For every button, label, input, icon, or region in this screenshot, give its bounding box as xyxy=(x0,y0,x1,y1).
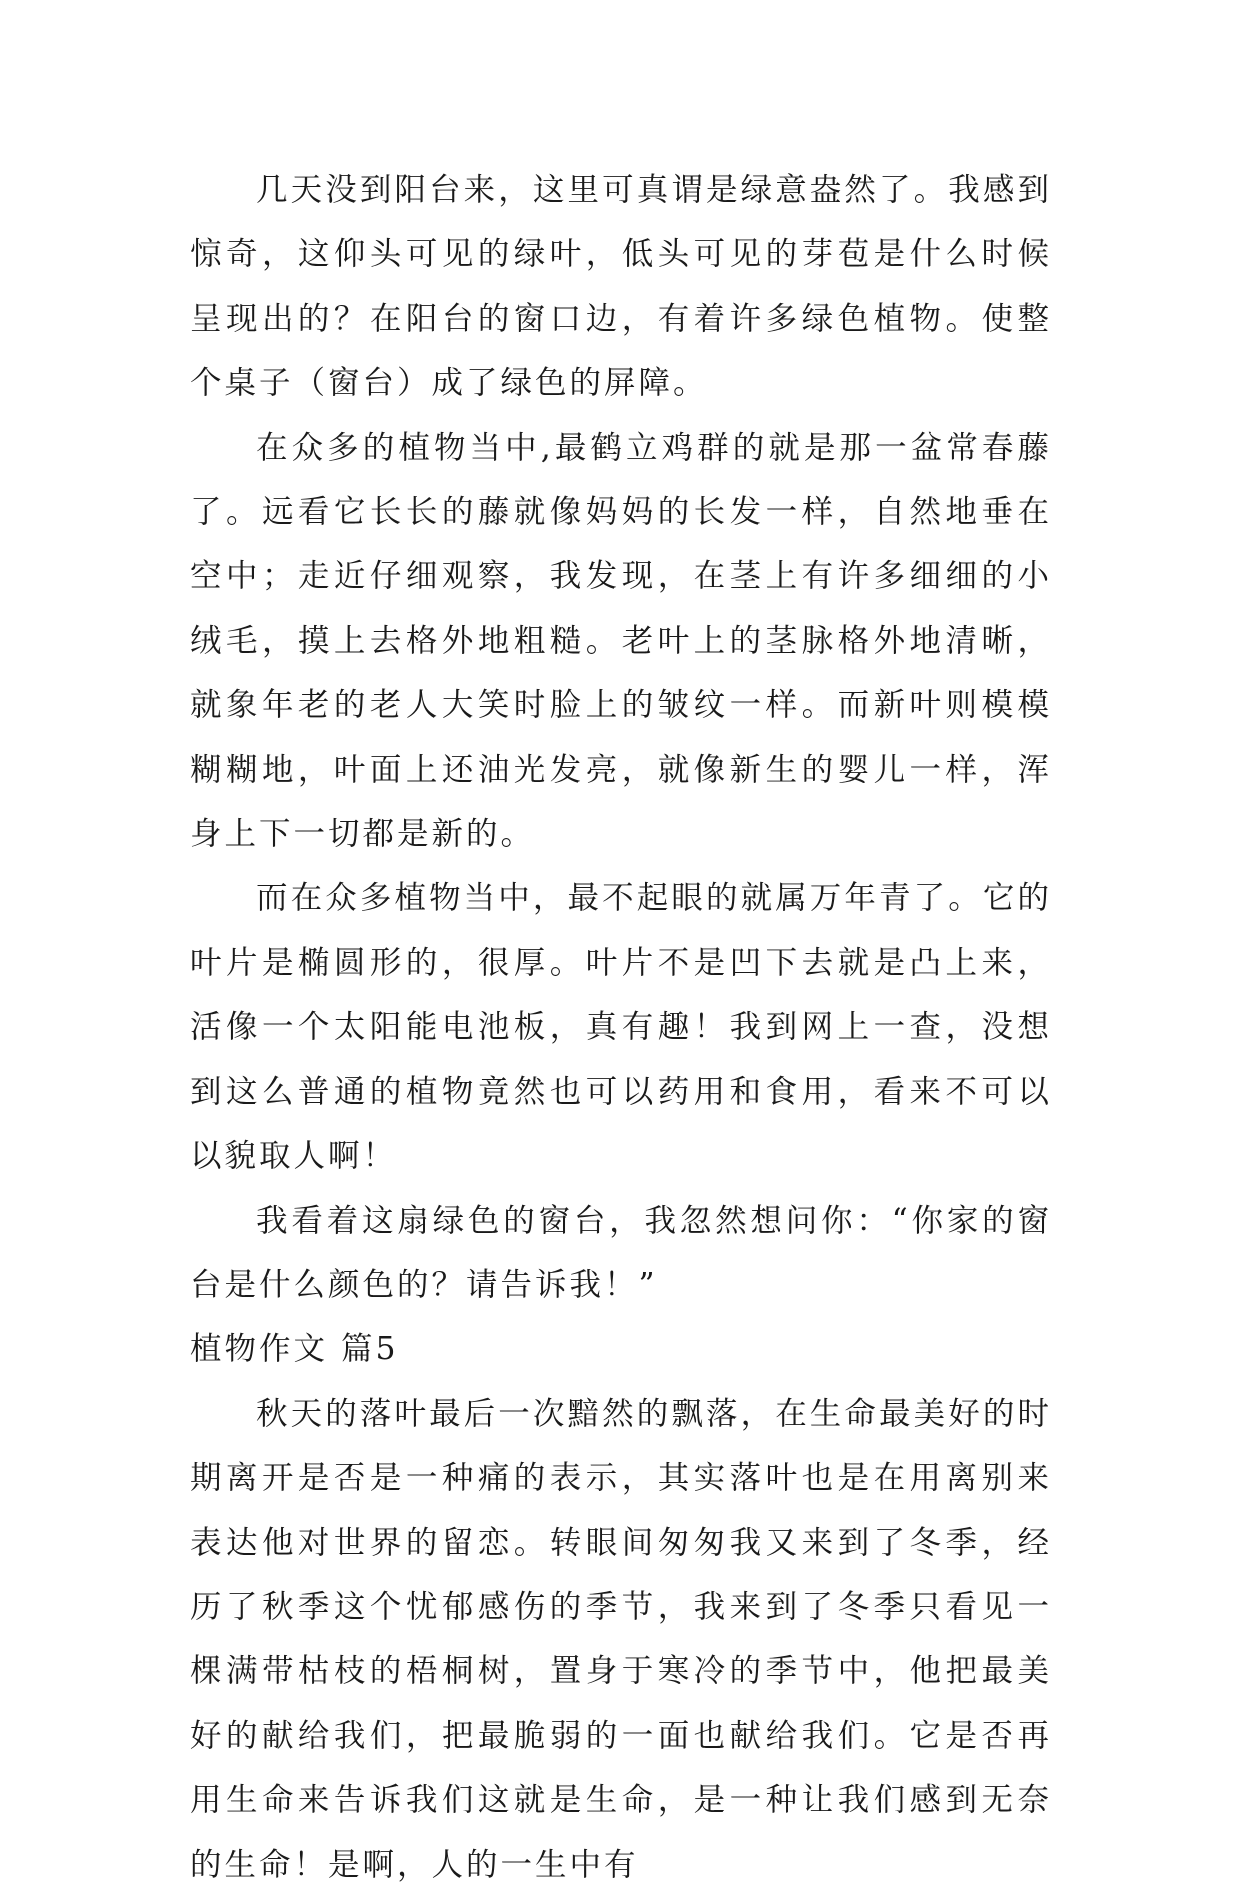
paragraph-window-question: 我看着这扇绿色的窗台，我忽然想问你：“你家的窗台是什么颜色的？请告诉我！” xyxy=(190,1202,1052,1303)
paragraph-balcony-greenery: 几天没到阳台来，这里可真谓是绿意盎然了。我感到惊奇，这仰头可见的绿叶，低头可见的芽苞是什么时候呈现出的？在阳台的窗口边，有着许多绿色植物。使整个桌子（窗台）成了绿色的屏障。 xyxy=(190,172,1052,402)
paragraph-evergreen: 而在众多植物当中，最不起眼的就属万年青了。它的叶片是椭圆形的，很厚。叶片不是凹下去就是凸上来，活像一个太阳能电池板，真有趣！我到网上一查，没想到这么普通的植物竟然也可以药用和食用，看来不可以以貌取人啊！ xyxy=(190,880,1052,1175)
document-body xyxy=(190,158,1052,1897)
paragraph-autumn-leaves: 秋天的落叶最后一次黯然的飘落，在生命最美好的时期离开是否是一种痛的表示，其实落叶也是在用离别来表达他对世界的留恋。转眼间匆匆我又来到了冬季，经历了秋季这个忧郁感伤的季节，我来到了冬季只看见一棵满带枯枝的梧桐树，置身于寒冷的季节中，他把最美好的献给我们，把最脆弱的一面也献给我们。它是否再用生命来告诉我们这就是生命，是一种让我们感到无奈的生命！是啊，人的一生中有 xyxy=(190,1395,1052,1883)
section-heading: 植物作文 篇5 xyxy=(190,1331,399,1368)
paragraph-ivy: 在众多的植物当中,最鹤立鸡群的就是那一盆常春藤了。远看它长长的藤就像妈妈的长发一样，自然地垂在空中；走近仔细观察，我发现，在茎上有许多细细的小绒毛，摸上去格外地粗糙。老叶上的茎脉格外地清晰，就象年老的老人大笑时脸上的皱纹一样。而新叶则模模糊糊地，叶面上还油光发亮，就像新生的婴儿一样，浑身上下一切都是新的。 xyxy=(190,429,1052,853)
